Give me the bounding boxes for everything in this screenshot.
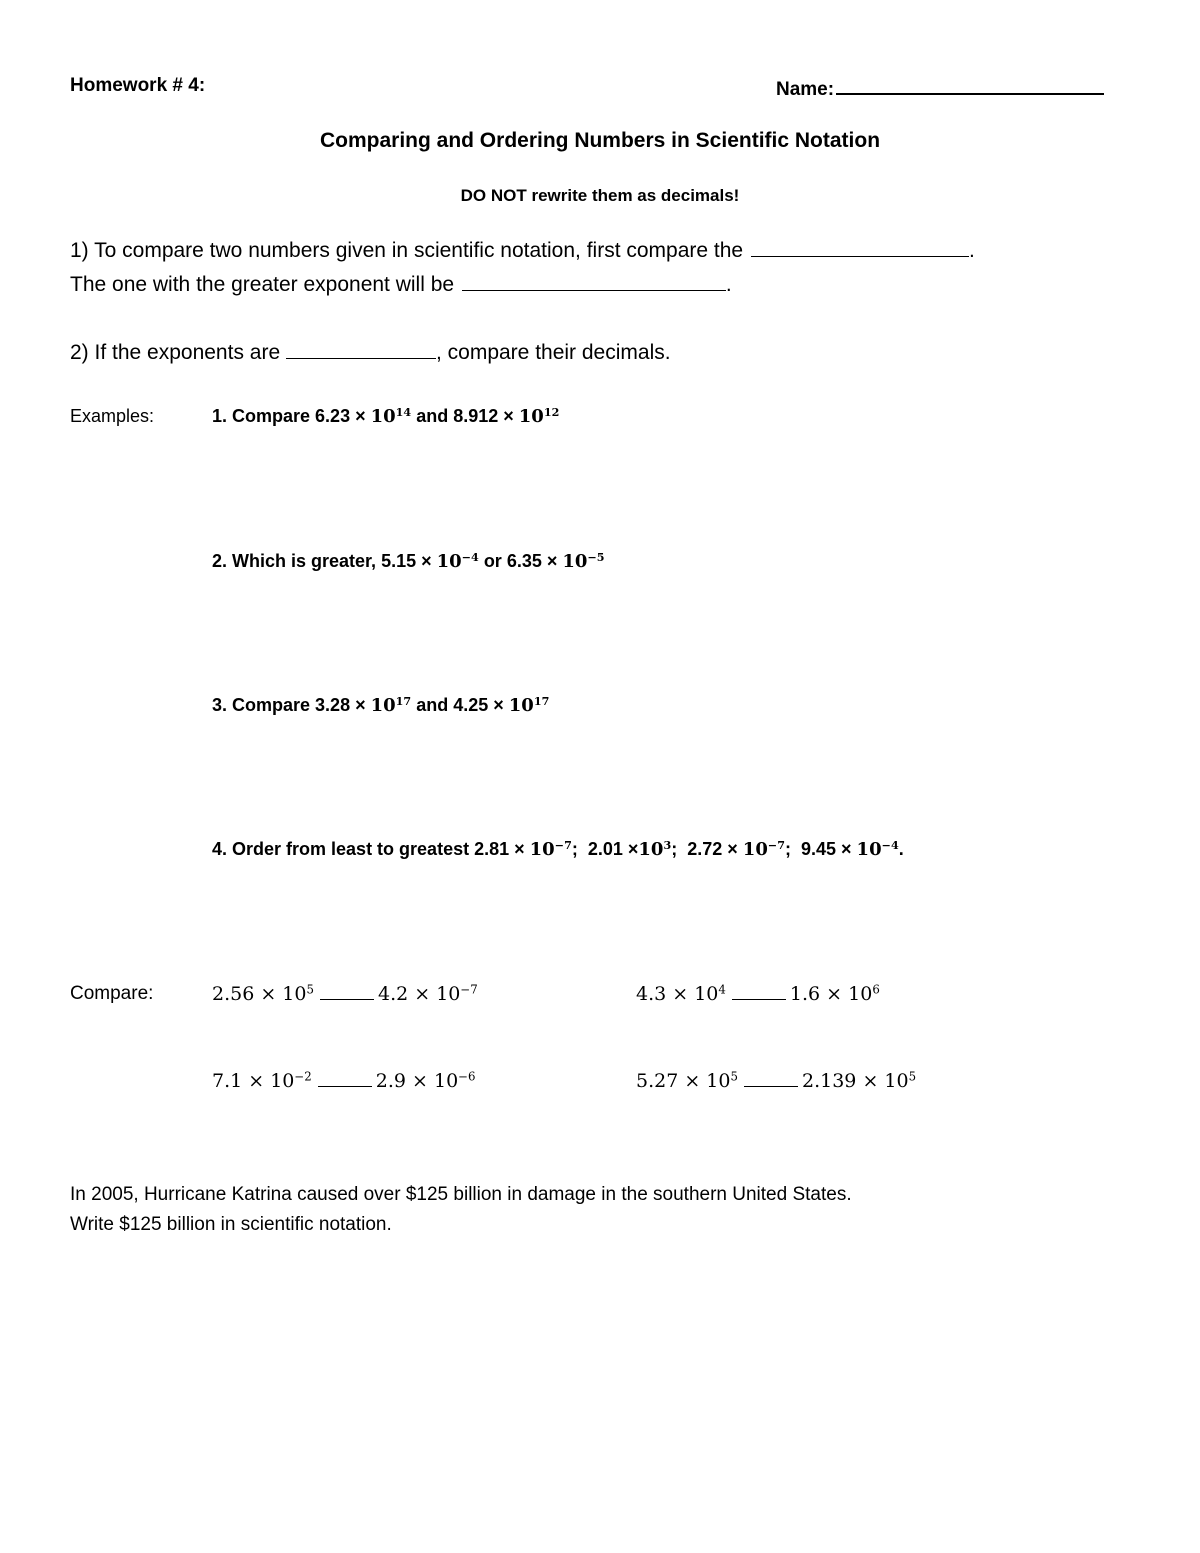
name-field xyxy=(776,75,1104,101)
rule-2-text-start: 2) If the exponents are xyxy=(70,341,281,364)
example-3-prefix: 3. Compare xyxy=(212,695,316,715)
worksheet-subtitle: DO NOT rewrite them as decimals! xyxy=(460,186,740,205)
rule-2-blank xyxy=(286,340,436,359)
example-1 xyxy=(212,406,559,427)
example-3 xyxy=(212,695,549,716)
rule-1-line-1 xyxy=(70,238,975,263)
example-2-term-a: $5.15 \times 10^{-4}$ xyxy=(381,550,479,572)
example-2-prefix: 2. Which is greater, xyxy=(212,551,382,571)
example-1-joiner: and xyxy=(411,406,454,426)
rule-2 xyxy=(70,340,671,365)
example-1-term-b: $8.912 \times 10^{12}$ xyxy=(453,405,560,427)
example-2 xyxy=(212,551,605,572)
example-1-prefix: 1. Compare xyxy=(212,406,316,426)
rule-2-text-end: , compare their decimals. xyxy=(435,341,671,364)
rule-1-text: 1) To compare two numbers given in scientific notation, first compare the xyxy=(70,239,744,262)
example-2-joiner: or xyxy=(478,551,507,571)
compare-blank xyxy=(732,983,786,1000)
compare-label: Compare: xyxy=(70,983,154,1004)
example-2-term-b: $6.35 \times 10^{-5}$ xyxy=(506,550,605,572)
compare-pair-2: $4.3 \times 10^4$ $1.6 \times 10^6$ xyxy=(636,982,880,1005)
compare-blank xyxy=(744,1070,798,1087)
word-problem-line-1: In 2005, Hurricane Katrina caused over $125 billion in damage in the southern United States. xyxy=(70,1184,852,1205)
order-term: $2.72 \times 10^{-7}$ xyxy=(687,838,785,860)
example-3-joiner: and xyxy=(411,695,454,715)
rule-1-period-a: . xyxy=(968,239,975,262)
examples-label: Examples: xyxy=(70,406,155,426)
compare-blank xyxy=(320,983,374,1000)
example-1-term-a: $6.23 \times 10^{14}$ xyxy=(315,405,412,427)
name-label: Name: xyxy=(776,79,835,100)
rule-1-blank-a xyxy=(751,238,969,257)
example-3-term-a: $3.28 \times 10^{17}$ xyxy=(315,694,412,716)
rule-1-period-b: . xyxy=(725,273,732,296)
example-4-prefix: 4. Order from least to greatest xyxy=(212,839,475,859)
order-term: $2.81 \times 10^{-7}$ xyxy=(474,838,572,860)
rule-1-blank-b xyxy=(462,272,726,291)
rule-1-text-2: The one with the greater exponent will be xyxy=(70,273,455,296)
homework-label: Homework # 4: xyxy=(70,75,206,96)
name-blank xyxy=(836,75,1104,95)
order-term: $2.01 \times 10^3$ xyxy=(587,838,672,860)
rule-1-line-2 xyxy=(70,272,732,297)
example-3-term-b: $4.25 \times 10^{17}$ xyxy=(453,694,550,716)
compare-pair-4: $5.27 \times 10^5$ $2.139 \times 10^5$ xyxy=(636,1069,917,1092)
compare-pair-1: $2.56 \times 10^5$ $4.2 \times 10^{-7}$ xyxy=(212,982,478,1005)
compare-blank xyxy=(318,1070,372,1087)
word-problem-line-2: Write $125 billion in scientific notation. xyxy=(70,1214,392,1235)
order-term: $9.45 \times 10^{-4}$ xyxy=(800,838,899,860)
example-4: 4. Order from least to greatest $2.81 \times 10^{-7}$; $2.01 \times 10^3$; $2.72 \times 10^{-7}$; $9.45 \times 10^{-4}$. xyxy=(212,838,904,860)
compare-pair-3: $7.1 \times 10^{-2}$ $2.9 \times 10^{-6}$ xyxy=(212,1069,476,1092)
worksheet-title: Comparing and Ordering Numbers in Scientific Notation xyxy=(319,129,881,152)
